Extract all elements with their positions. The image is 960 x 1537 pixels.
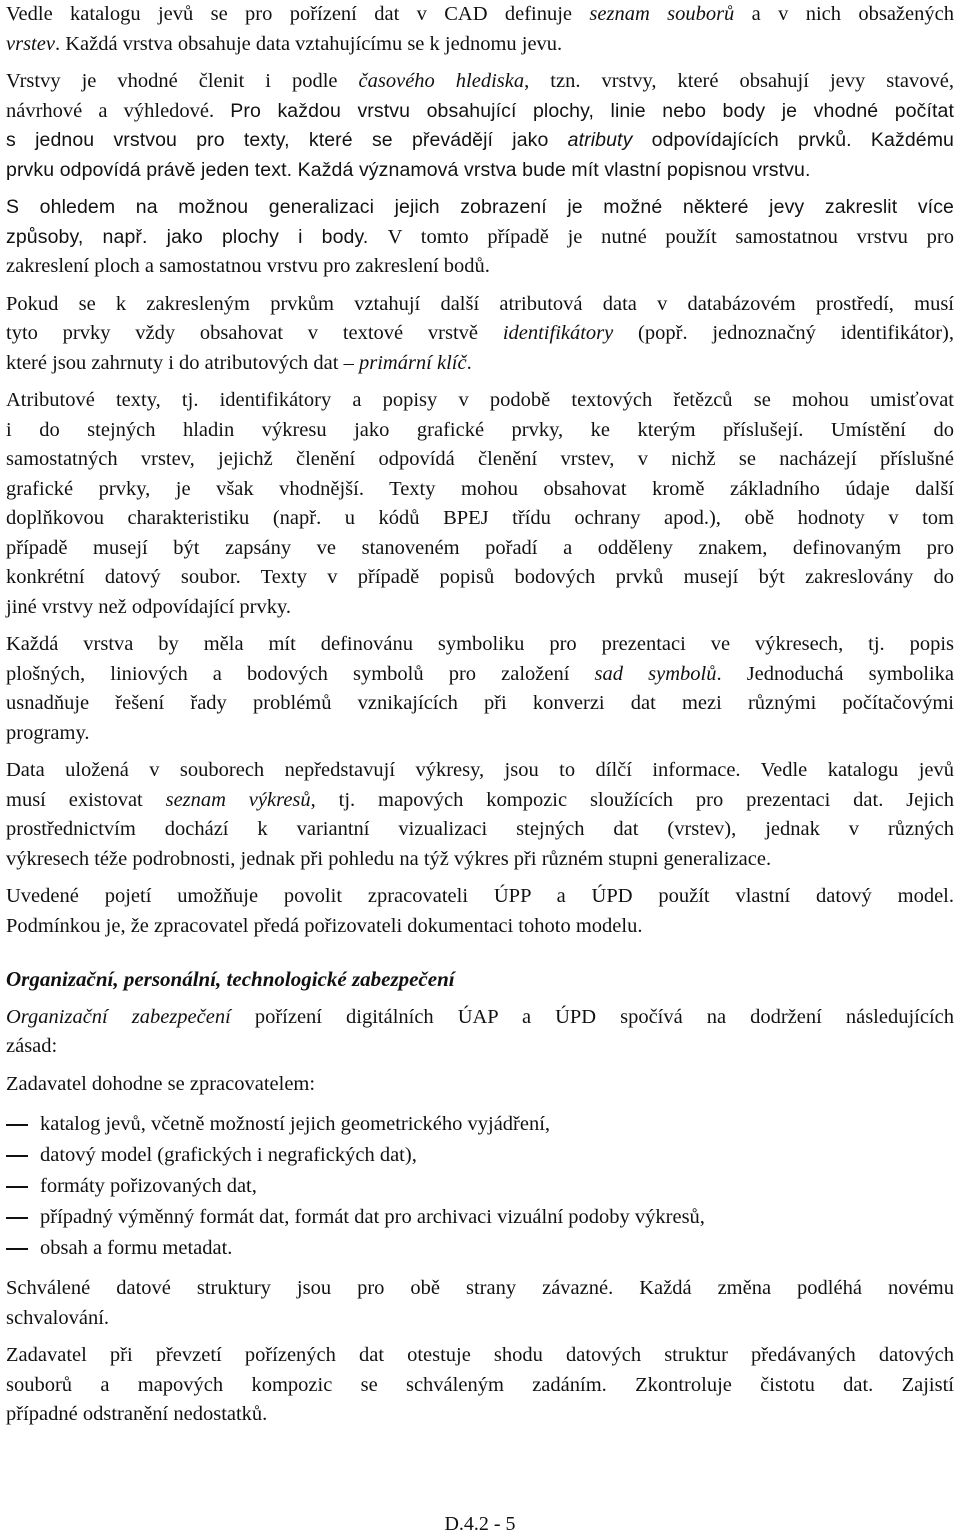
paragraph-datovy-model: Uvedené pojetí umožňuje povolit zpracovateli ÚPP a ÚPD použít vlastní datový model. Podmínkou je, že zpracovatel předá pořizovateli dokumentaci tohoto modelu. (6, 885, 954, 937)
list-item: obsah a formu metadat. (6, 1233, 954, 1264)
paragraph-symbolika: Každá vrstva by měla mít definovánu symboliku pro prezentaci ve výkresech, tj. popis plošných, liniových a bodových symbolů pro založení sad symbolů. Jednoduchá symbolika usnadňuje řešení řady problémů vznikajících při konverzi dat mezi různými počítačovými programy. (6, 633, 954, 744)
dash-bullet-icon (6, 1248, 28, 1250)
paragraph-prevzeti-dat: Zadavatel při převzetí pořízených dat otestuje shodu datových struktur předávaných datových souborů a mapových kompozic se schváleným zadáním. Zkontroluje čistotu dat. Zajistí případné odstranění nedostatků. (6, 1344, 954, 1425)
paragraph-schvalene-struktury: Schválené datové struktury jsou pro obě strany závazné. Každá změna podléhá novému schvalování. (6, 1277, 954, 1329)
dash-bullet-icon (6, 1155, 28, 1157)
dash-bullet-icon (6, 1186, 28, 1188)
list-item: katalog jevů, včetně možností jejich geometrického vyjádření, (6, 1109, 954, 1140)
paragraph-atributove-texty: Atributové texty, tj. identifikátory a popisy v podobě textových řetězců se mohou umisťovat i do stejných hladin výkresu jako grafické prvky, ke kterým příslušejí. Umístění do samostatných vrstev, jejichž členění odpovídá členění vrstev, v nichž se nacházejí příslušné grafické prvky, je však vhodnější. Texty mohou obsahovat kromě základního údaje další doplňkovou charakteristiku (např. u kódů BPEJ třídu ochrany apod.), obě hodnoty v tom případě musejí být zapsány ve stanoveném pořadí a odděleny znakem, definovaným pro konkrétní datový soubor. Texty v případě popisů bodových prvků musejí být zakreslovány do jiné vrstvy než odpovídající prvky. (6, 389, 954, 618)
paragraph-zadavatel-dohodne: Zadavatel dohodne se zpracovatelem: (6, 1072, 316, 1095)
list-item: formáty pořizovaných dat, (6, 1171, 954, 1202)
section-heading: Organizační, personální, technologické zabezpečení (6, 967, 455, 991)
dash-bullet-icon (6, 1217, 28, 1219)
list-item: případný výměnný formát dat, formát dat pro archivaci vizuální podoby výkresů, (6, 1202, 954, 1233)
paragraph-casove-hledisko: Vrstvy je vhodné členit i podle časového hlediska, tzn. vrstvy, které obsahují jevy stavové, návrhové a výhledové. Pro každou vrstvu obsahující plochy, linie nebo body je vhodné počítat s jednou vrstvou pro texty, které se převádějí jako atributy odpovídajících prvků. Každému prvku odpovídá právě jeden text. Každá významová vrstva bude mít vlastní popisnou vrstvu. (6, 70, 955, 181)
document-page (6, 0, 954, 1438)
paragraph-identifikatory: Pokud se k zakresleným prvkům vztahují další atributová data v databázovém prostředí, musí tyto prvky vždy obsahovat v textové vrstvě identifikátory (popř. jednoznačný identifikátor), které jsou zahrnuty i do atributových dat – primární klíč. (6, 292, 954, 374)
paragraph-seznam-vykresu: Data uložená v souborech nepředstavují výkresy, jsou to dílčí informace. Vedle katalogu jevů musí existovat seznam výkresů, tj. mapových kompozic sloužících pro prezentaci dat. Jejich prostřednictvím dochází k variantní vizualizaci stejných dat (vrstev), jednak v různých výkresech téže podrobnosti, jednak při pohledu na týž výkres při různém stupni generalizace. (6, 759, 954, 870)
paragraph-organizacni-zabezpeceni: Organizační zabezpečení pořízení digitálních ÚAP a ÚPD spočívá na dodržení následujících zásad: (6, 1005, 954, 1057)
dash-bullet-icon (6, 1124, 28, 1126)
page-number: D.4.2 - 5 (444, 1513, 516, 1535)
paragraph-seznam-souboru: Vedle katalogu jevů se pro pořízení dat v CAD definuje seznam souborů a v nich obsažených vrstev. Každá vrstva obsahuje data vztahujícímu se k jednomu jevu. (6, 3, 954, 55)
list-item: datový model (grafických i negrafických dat), (6, 1140, 954, 1171)
dash-list (6, 1109, 954, 1264)
paragraph-generalizace: S ohledem na možnou generalizaci jejich zobrazení je možné některé jevy zakreslit více způsoby, např. jako plochy i body. V tomto případě je nutné použít samostatnou vrstvu pro zakreslení ploch a samostatnou vrstvu pro zakreslení bodů. (6, 196, 955, 277)
